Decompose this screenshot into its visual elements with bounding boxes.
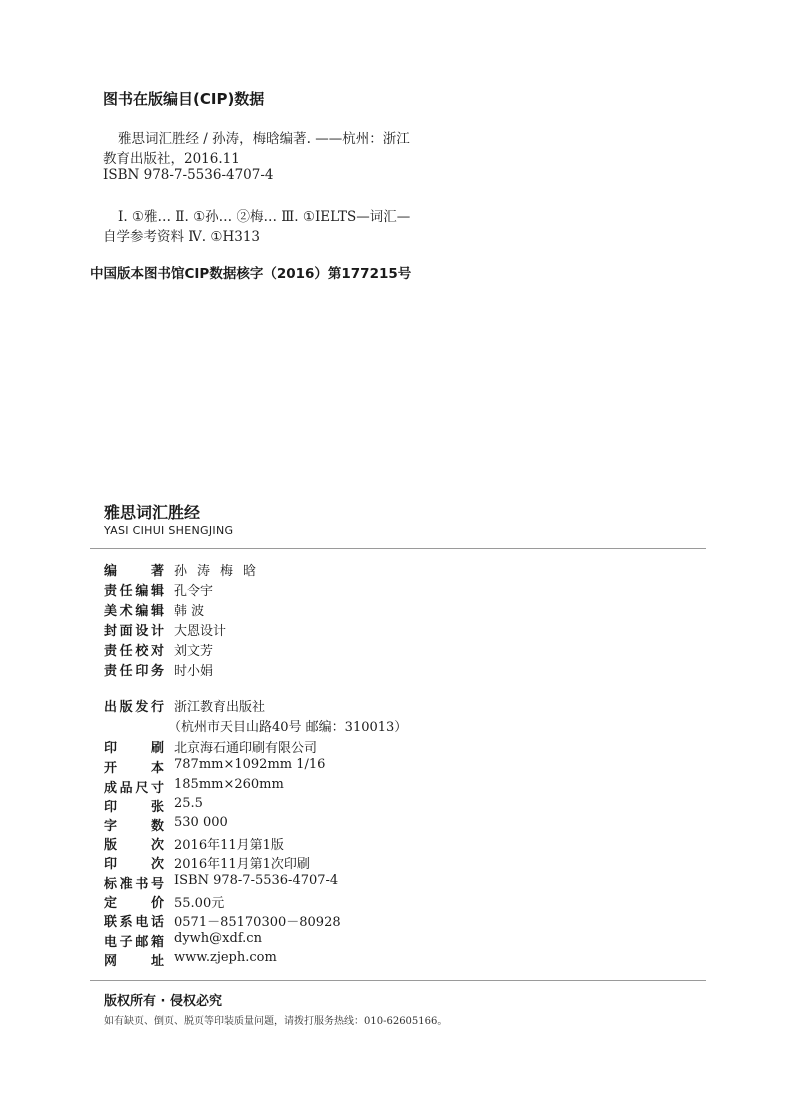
cip-title: 图书在版编目(CIP)数据 — [103, 90, 265, 108]
detail-value: 2016年11月第1版 — [174, 838, 284, 853]
detail-label: 开本 — [104, 761, 164, 776]
detail-value: dywh@xdf.cn — [174, 931, 262, 946]
credit-label: 责任校对 — [104, 644, 164, 659]
credit-value: 孔令宇 — [174, 584, 214, 599]
divider-bottom — [90, 980, 706, 981]
cip-line-bibliographic: 雅思词汇胜经 / 孙涛，梅晗编著. ——杭州：浙江 — [118, 131, 410, 147]
publisher-address: （杭州市天目山路40号 邮编：310013） — [168, 720, 408, 735]
cip-line-publisher: 教育出版社，2016.11 — [103, 151, 240, 167]
detail-value: 185mm×260mm — [174, 777, 284, 792]
cip-line-subjects: Ⅰ. ①雅… Ⅱ. ①孙… ②梅… Ⅲ. ①IELTS—词汇— — [118, 209, 411, 225]
book-pinyin: YASI CIHUI SHENGJING — [104, 524, 234, 537]
detail-label: 印刷 — [104, 741, 164, 756]
detail-value: 787mm×1092mm 1/16 — [174, 757, 326, 772]
credit-label: 美术编辑 — [104, 604, 164, 619]
divider-top — [90, 548, 706, 549]
credit-label: 编著 — [104, 564, 164, 579]
detail-label: 印次 — [104, 857, 164, 872]
detail-value: 530 000 — [174, 815, 228, 830]
detail-value: 0571－85170300－80928 — [174, 915, 341, 930]
credit-value: 大恩设计 — [174, 624, 227, 639]
cip-core-number: 中国版本图书馆CIP数据核字（2016）第177215号 — [90, 266, 412, 282]
publisher-name: 浙江教育出版社 — [174, 700, 266, 715]
detail-label: 电子邮箱 — [104, 935, 164, 950]
credit-label: 责任印务 — [104, 664, 164, 679]
detail-label: 版次 — [104, 838, 164, 853]
detail-label: 成品尺寸 — [104, 781, 164, 796]
publisher-label: 出版发行 — [104, 700, 164, 715]
detail-label: 网址 — [104, 954, 164, 969]
credit-value: 孙涛梅晗 — [174, 564, 267, 579]
detail-label: 定价 — [104, 896, 164, 911]
detail-value: ISBN 978-7-5536-4707-4 — [174, 873, 339, 888]
detail-value: 北京海石通印刷有限公司 — [174, 741, 318, 756]
detail-label: 印张 — [104, 800, 164, 815]
credit-value: 韩 波 — [174, 604, 205, 619]
detail-label: 联系电话 — [104, 915, 164, 930]
credit-label: 封面设计 — [104, 624, 164, 639]
credit-value: 刘文芳 — [174, 644, 214, 659]
cip-line-isbn: ISBN 978-7-5536-4707-4 — [103, 167, 274, 183]
detail-value: 25.5 — [174, 796, 203, 811]
detail-label: 字数 — [104, 819, 164, 834]
quality-hotline-notice: 如有缺页、倒页、脱页等印装质量问题，请拨打服务热线：010-62605166。 — [104, 1016, 448, 1027]
credit-value: 时小娟 — [174, 664, 214, 679]
detail-value: 2016年11月第1次印刷 — [174, 857, 310, 872]
detail-value: 55.00元 — [174, 896, 225, 911]
detail-label: 标准书号 — [104, 877, 164, 892]
copyright-notice: 版权所有 · 侵权必究 — [104, 994, 222, 1009]
credit-label: 责任编辑 — [104, 584, 164, 599]
detail-value: www.zjeph.com — [174, 950, 277, 965]
cip-line-classification: 自学参考资料 Ⅳ. ①H313 — [103, 229, 261, 245]
book-title: 雅思词汇胜经 — [104, 503, 201, 522]
